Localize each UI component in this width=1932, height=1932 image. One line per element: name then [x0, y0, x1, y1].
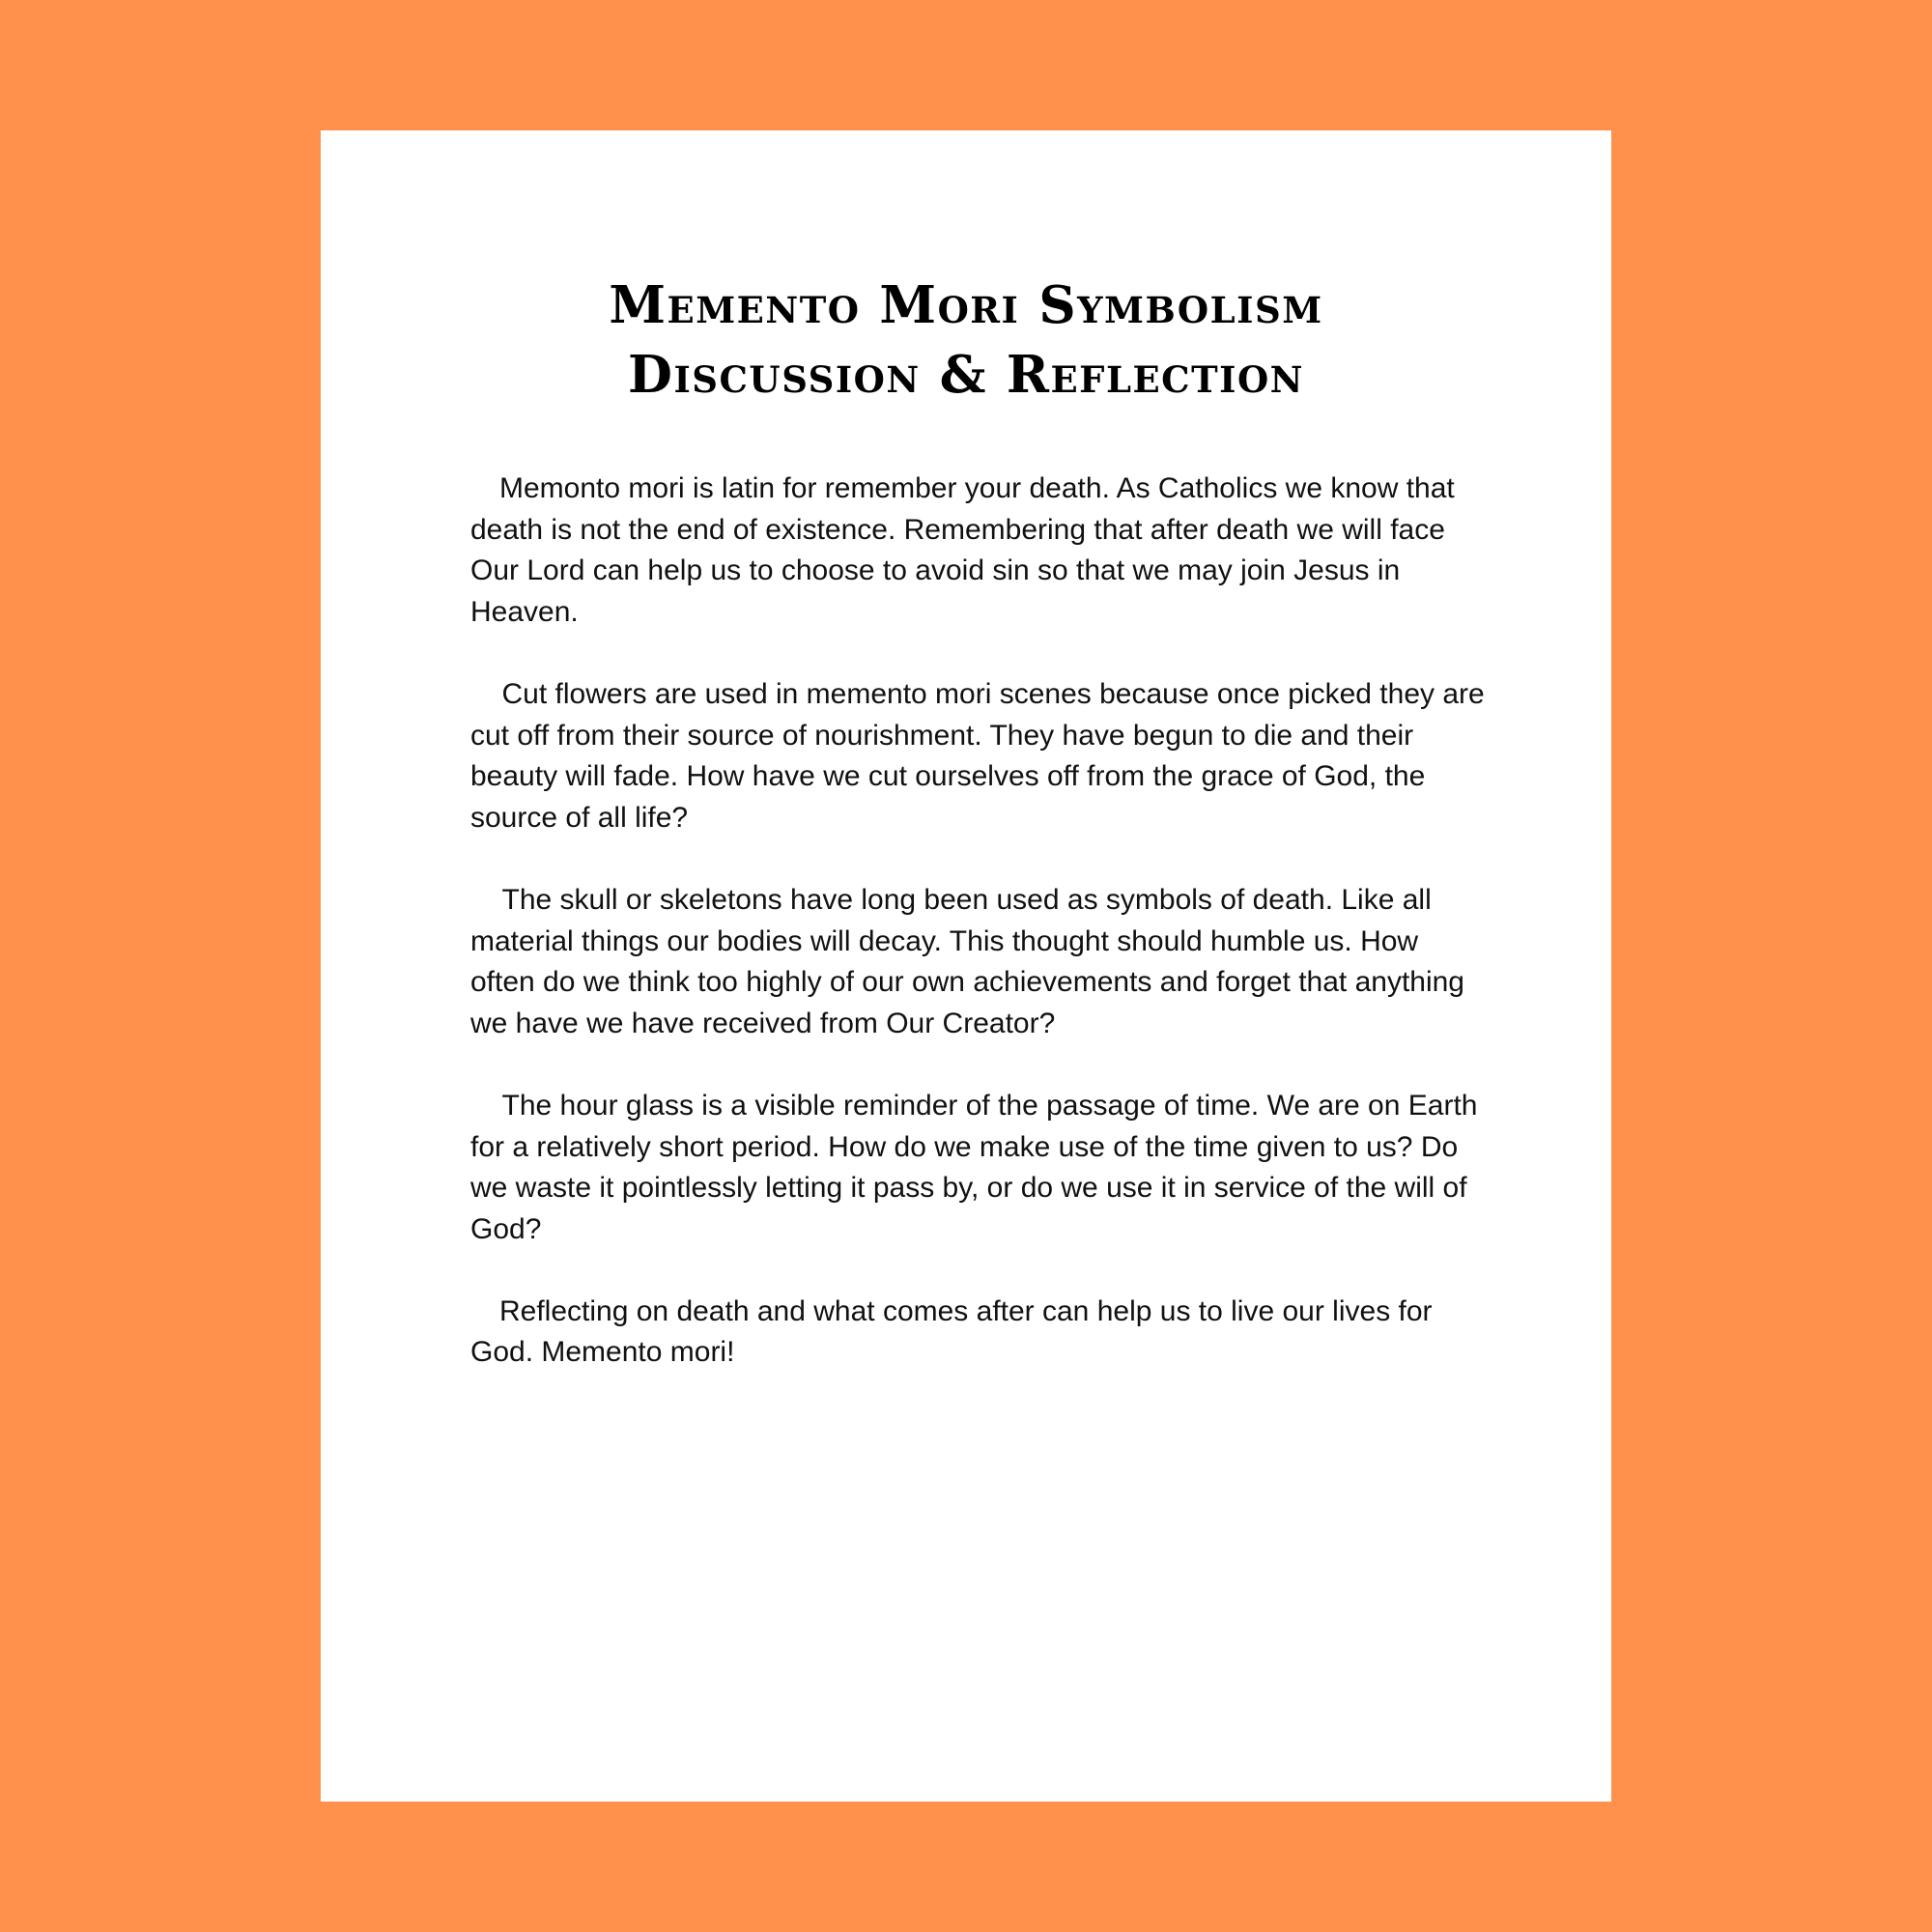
title-line-1: Memento Mori Symbolism [609, 275, 1323, 335]
page-title [321, 270, 1611, 410]
paragraph-skull: The skull or skeletons have long been used as symbols of death. Like all material things our bodies will decay. This thought should humble us. How often do we think too highly of our own achievements and forget that anything we have we have received from Our Creator? [470, 883, 1473, 1039]
paragraph-hour-glass: The hour glass is a visible reminder of the passage of time. We are on Earth for a relatively short period. How do we make use of the time given to us? Do we waste it pointlessly letting it pass by, or do we use it in service of the will of God? [470, 1089, 1486, 1245]
paragraph-conclusion: Reflecting on death and what comes after can help us to live our lives for God. Memento mori! [470, 1294, 1440, 1369]
title-line-2: Discussion & Reflection [627, 345, 1305, 405]
paragraph-cut-flowers: Cut flowers are used in memento mori scenes because once picked they are cut off from their source of nourishment. They have begun to die and their beauty will fade. How have we cut ourselves off from the grace of God, the source of all life? [470, 677, 1493, 834]
paragraph-intro: Memonto mori is latin for remember your death. As Catholics we know that death is not the end of existence. Remembering that after death we will face Our Lord can help us to choose to avoid sin so that we may join Jesus in Heaven. [470, 472, 1463, 628]
worksheet-page [321, 130, 1611, 1802]
reflection-text [470, 469, 1493, 1374]
